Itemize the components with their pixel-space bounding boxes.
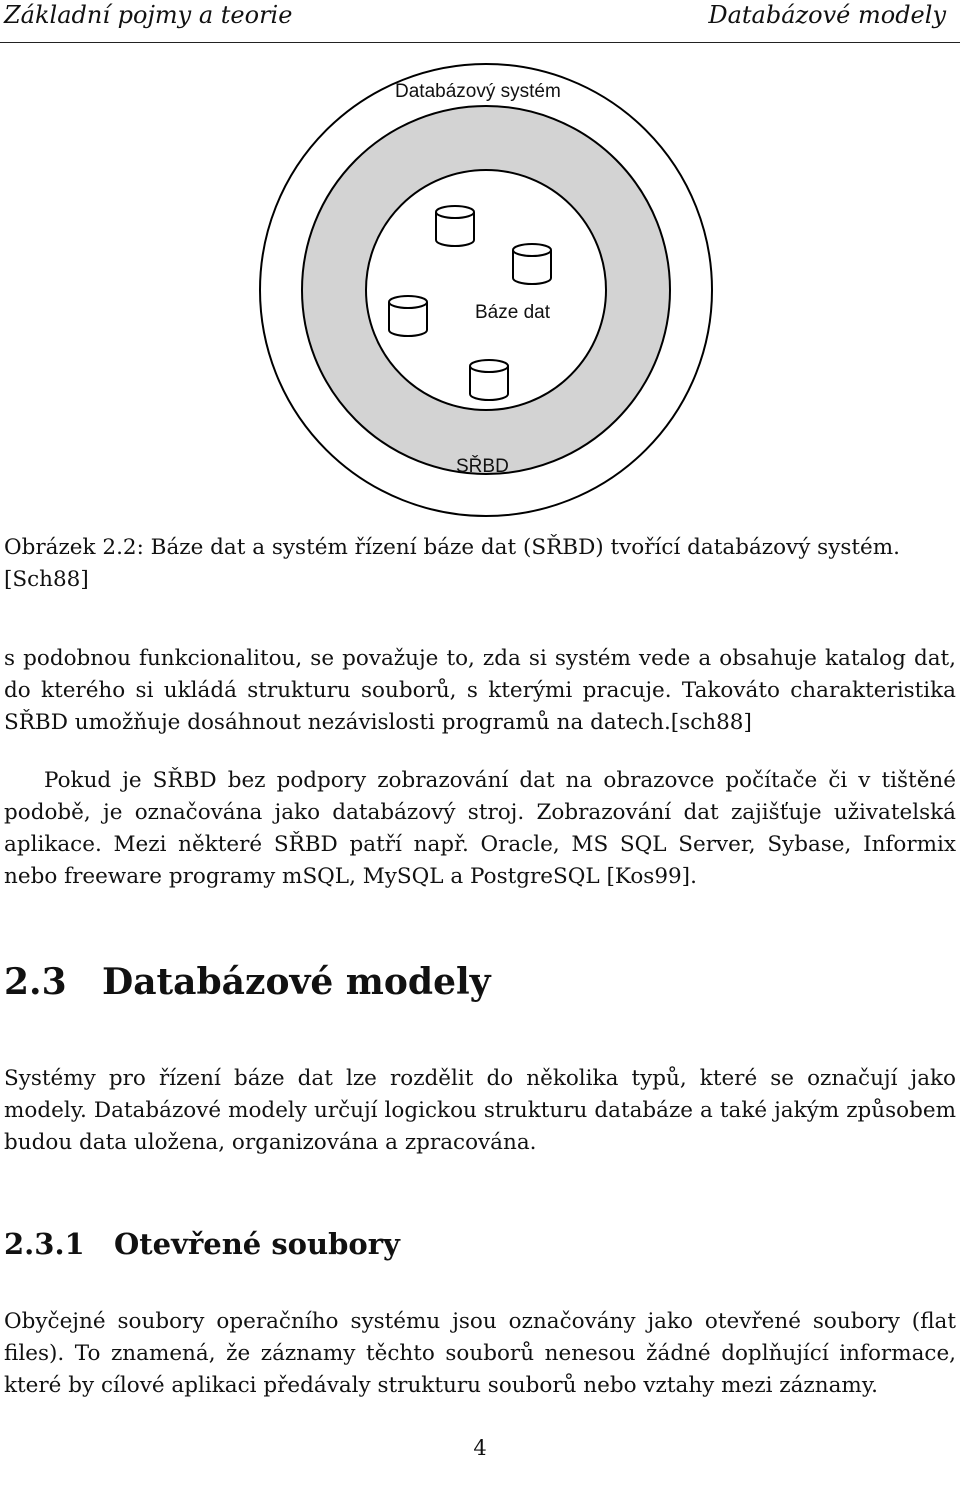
caption-line-2: [Sch88] (4, 567, 89, 592)
database-cylinder-icon (470, 360, 508, 400)
database-cylinder-icon (389, 296, 427, 336)
subsection-heading (4, 1224, 400, 1264)
outer-label: Databázový systém (395, 81, 561, 102)
figure-diagram (0, 58, 960, 518)
running-header (0, 0, 960, 43)
section-number: 2.3 (4, 961, 67, 1003)
database-cylinder-icon (436, 206, 474, 246)
section-title: Databázové modely (102, 961, 491, 1003)
header-chapter-title: Základní pojmy a teorie (4, 1, 293, 29)
section-heading (4, 960, 491, 1004)
header-section-title: Databázové modely (708, 1, 946, 29)
ring-label: SŘBD (456, 456, 509, 477)
subsection-number: 2.3.1 (4, 1227, 85, 1261)
paragraph-catalog: s podobnou funkcionalitou, se považuje to, zda si systém vede a obsahuje katalog dat, do kterého si ukládá strukturu souborů, s kterými pracuje. Takováto charakteristika SŘBD umožňuje dosáhnout nezávislosti programů na datech.[sch88] (4, 646, 956, 735)
paragraph-models: Systémy pro řízení báze dat lze rozdělit do několika typů, které se označují jako modely. Databázové modely určují logickou strukturu databáze a také jakým způsobem budou data uložena, organizována a zpracována. (4, 1066, 956, 1155)
figure-caption (4, 532, 954, 596)
caption-line-1: Obrázek 2.2: Báze dat a systém řízení báze dat (SŘBD) tvořící databázový systém. (4, 535, 900, 560)
subsection-title: Otevřené soubory (114, 1227, 400, 1261)
page-number: 4 (473, 1436, 487, 1460)
paragraph-flat-files: Obyčejné soubory operačního systému jsou označovány jako otevřené soubory (flat files). To znamená, že záznamy těchto souborů nenesou žádné doplňující informace, které by cílové aplikaci předávaly strukturu souborů nebo vztahy mezi záznamy. (4, 1309, 956, 1398)
database-cylinder-icon (513, 244, 551, 284)
inner-label: Báze dat (475, 302, 550, 323)
database-system-figure (0, 58, 960, 518)
paragraph-database-engine: Pokud je SŘBD bez podpory zobrazování dat na obrazovce počítače či v tištěné podobě, je označována jako databázový stroj. Zobrazování dat zajišťuje uživatelská aplikace. Mezi některé SŘBD patří např. Oracle, MS SQL Server, Sybase, Informix nebo freeware programy mSQL, MySQL a PostgreSQL [Kos99]. (4, 768, 956, 889)
